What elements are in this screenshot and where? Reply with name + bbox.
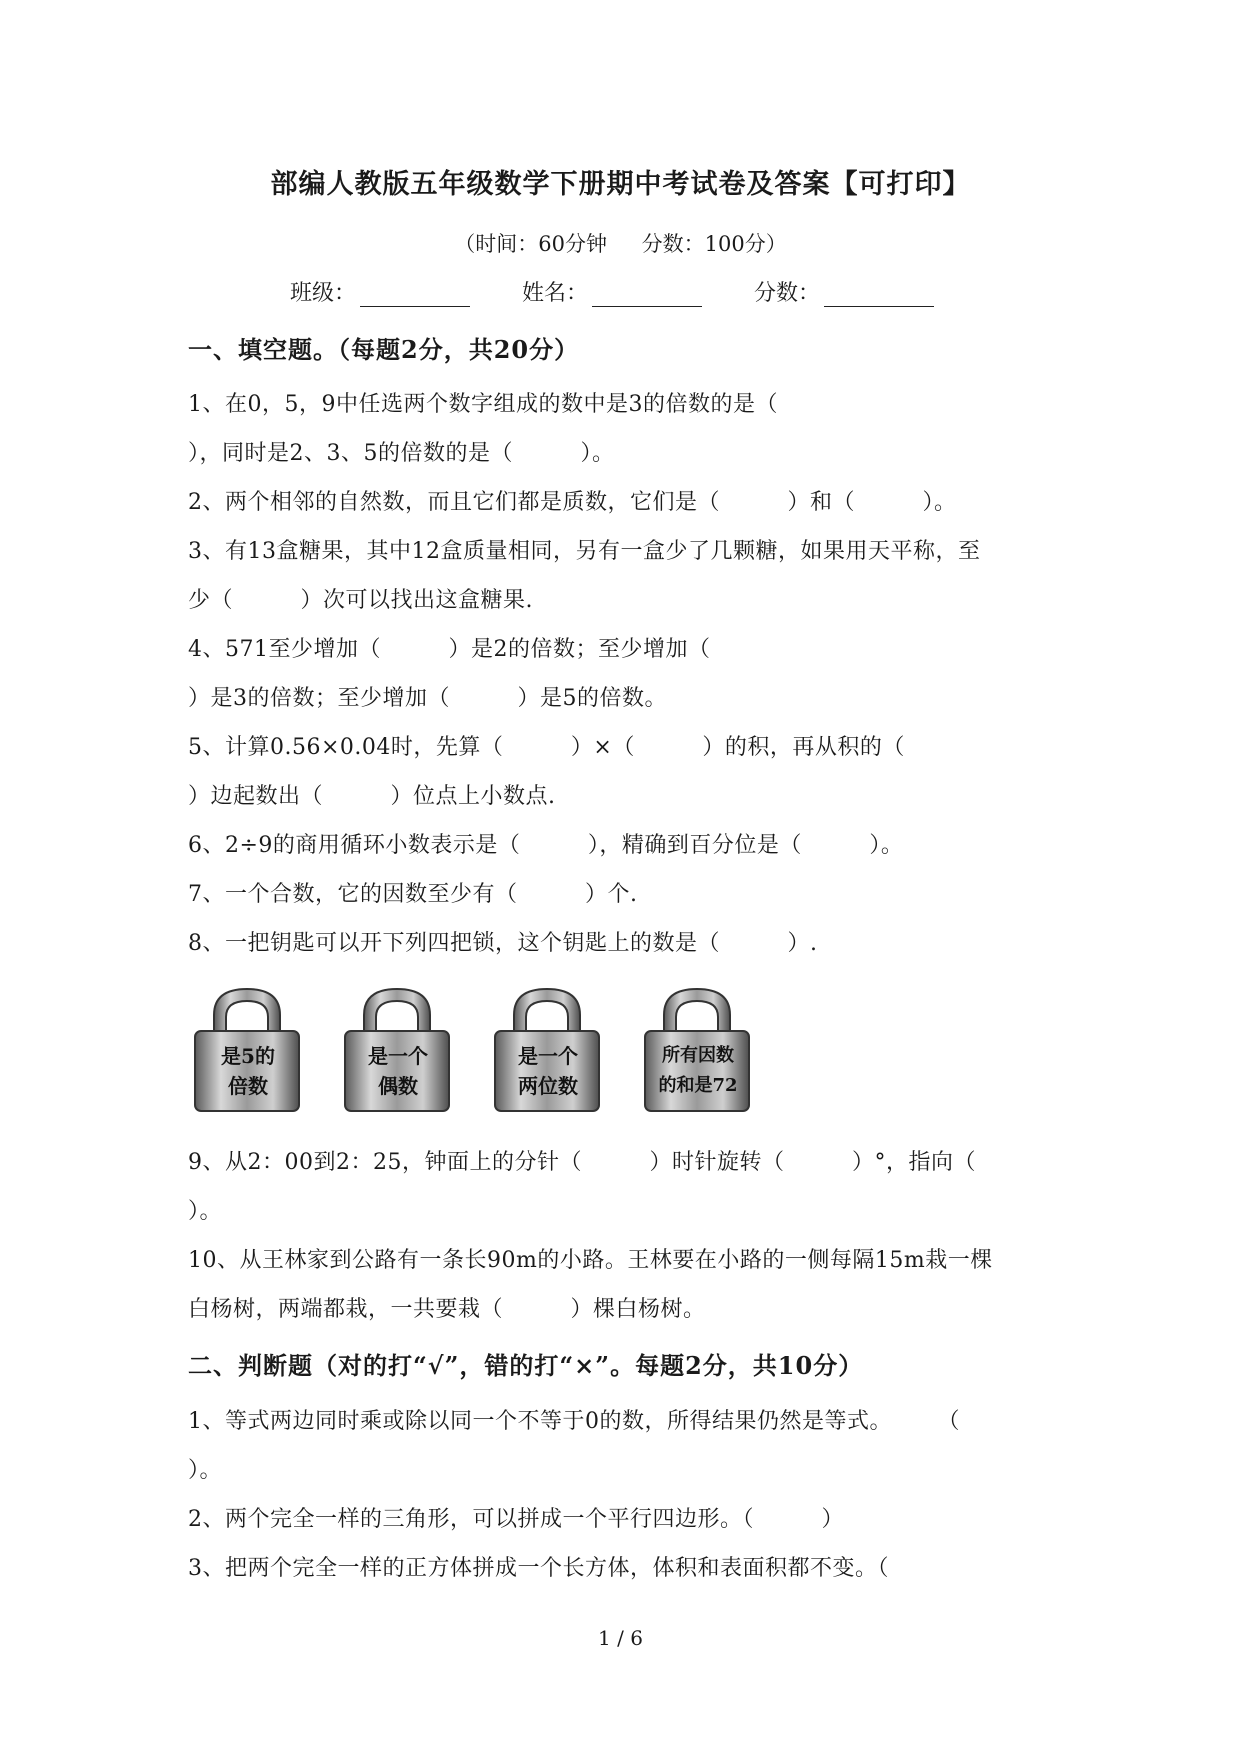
question-line: 白杨树，两端都栽，一共要栽（ ）棵白杨树。 bbox=[188, 1297, 706, 1322]
question-line: 少（ ）次可以找出这盒糖果. bbox=[188, 588, 533, 613]
lock-label bbox=[652, 1041, 744, 1101]
lock-3 bbox=[492, 985, 602, 1113]
lock-text-line: 是一个 bbox=[368, 1044, 428, 1068]
class-field bbox=[290, 276, 470, 307]
lock-text-line: 是一个 bbox=[518, 1044, 578, 1068]
question-line: 9、从2：00到2：25，钟面上的分针（ ）时针旋转（ ）°，指向（ bbox=[188, 1150, 976, 1175]
section1-title: 一、填空题。（每题2分，共20分） bbox=[188, 335, 580, 364]
page-title: 部编人教版五年级数学下册期中考试卷及答案【可打印】 bbox=[270, 169, 971, 200]
page-number: 1 / 6 bbox=[598, 1626, 643, 1650]
question-line: 3、有13盒糖果，其中12盒质量相同，另有一盒少了几颗糖，如果用天平称，至 bbox=[188, 539, 981, 564]
question-line: 5、计算0.56×0.04时，先算（ ）×（ ）的积，再从积的（ bbox=[188, 735, 905, 760]
lock-text-line: 所有因数 bbox=[662, 1045, 734, 1066]
lock-1 bbox=[192, 985, 302, 1113]
lock-images bbox=[192, 985, 812, 1115]
lock-4 bbox=[642, 985, 752, 1113]
question-line: 10、从王林家到公路有一条长90m的小路。王林要在小路的一侧每隔15m栽一棵 bbox=[188, 1248, 993, 1273]
lock-text-line: 是5的 bbox=[221, 1044, 275, 1068]
lock-label bbox=[358, 1041, 438, 1101]
question-line: 1、在0，5，9中任选两个数字组成的数中是3的倍数的是（ bbox=[188, 392, 778, 417]
name-field bbox=[522, 276, 702, 307]
question-line: 3、把两个完全一样的正方体拼成一个长方体，体积和表面积都不变。（ bbox=[188, 1556, 889, 1581]
name-label: 姓名： bbox=[522, 281, 589, 306]
score-blank[interactable] bbox=[824, 282, 934, 307]
question-line: ）。 bbox=[188, 1199, 223, 1224]
question-line: 2、两个相邻的自然数，而且它们都是质数，它们是（ ）和（ ）。 bbox=[188, 490, 957, 515]
class-label: 班级： bbox=[290, 281, 357, 306]
score-field bbox=[754, 276, 934, 307]
name-blank[interactable] bbox=[592, 282, 702, 307]
question-line: ），同时是2、3、5的倍数的是（ ）。 bbox=[188, 441, 615, 466]
exam-meta bbox=[0, 228, 1241, 258]
student-info bbox=[290, 276, 990, 307]
lock-label bbox=[508, 1041, 588, 1101]
lock-text-line: 偶数 bbox=[378, 1074, 418, 1098]
question-line: ）边起数出（ ）位点上小数点. bbox=[188, 784, 556, 809]
question-line: 4、571至少增加（ ）是2的倍数；至少增加（ bbox=[188, 637, 711, 662]
lock-label bbox=[208, 1041, 288, 1101]
exam-time: （时间：60分钟 bbox=[454, 232, 607, 256]
question-line: 1、等式两边同时乘或除以同一个不等于0的数，所得结果仍然是等式。 （ bbox=[188, 1409, 960, 1434]
lock-text-line: 两位数 bbox=[518, 1074, 578, 1098]
exam-score: 分数：100分） bbox=[641, 232, 787, 256]
section2-title: 二、判断题（对的打“√”，错的打“×”。每题2分，共10分） bbox=[188, 1351, 864, 1380]
class-blank[interactable] bbox=[360, 282, 470, 307]
lock-text-line: 倍数 bbox=[228, 1074, 268, 1098]
question-line: 2、两个完全一样的三角形，可以拼成一个平行四边形。（ ） bbox=[188, 1507, 844, 1532]
score-label: 分数： bbox=[754, 281, 821, 306]
lock-text-line: 的和是72 bbox=[658, 1075, 738, 1096]
question-line: ）。 bbox=[188, 1458, 223, 1483]
lock-2 bbox=[342, 985, 452, 1113]
question-line: 8、一把钥匙可以开下列四把锁，这个钥匙上的数是（ ）. bbox=[188, 931, 818, 956]
question-line: 6、2÷9的商用循环小数表示是（ ），精确到百分位是（ ）。 bbox=[188, 833, 904, 858]
question-line: ）是3的倍数；至少增加（ ）是5的倍数。 bbox=[188, 686, 667, 711]
question-line: 7、一个合数，它的因数至少有（ ）个. bbox=[188, 882, 638, 907]
